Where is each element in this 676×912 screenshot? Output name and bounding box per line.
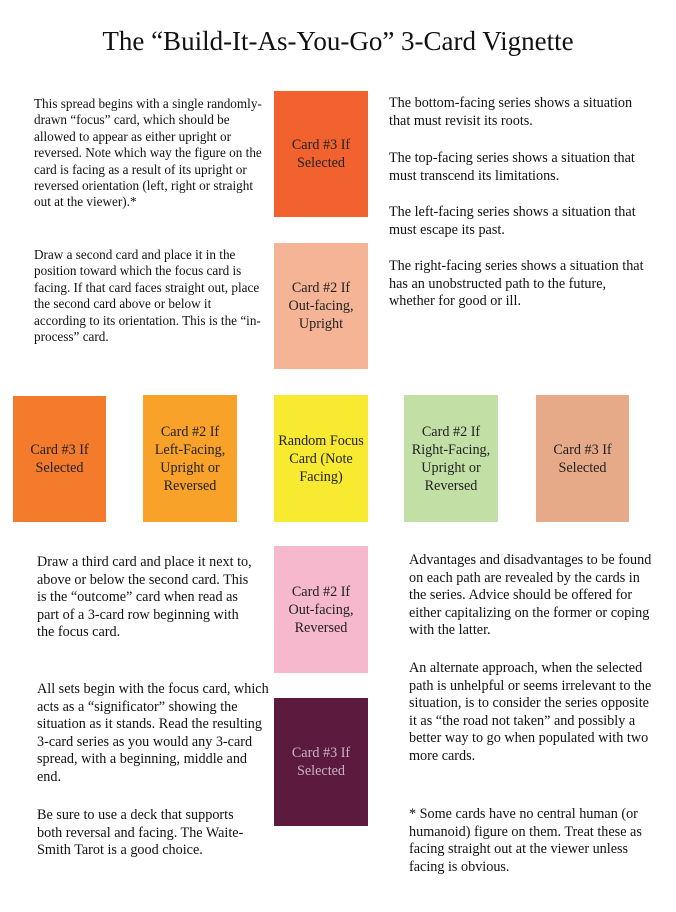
- card-left-inner: [143, 395, 237, 522]
- card-left-outer-label: Card #3 If Selected: [30, 442, 89, 476]
- card-right-outer: [536, 395, 629, 522]
- footnote-paragraph: * Some cards have no central human (or humanoid) figure on them. Treat these as facing straight out at the viewer unless facing is obvious.: [409, 806, 642, 875]
- intro-paragraph: This spread begins with a single randomly-drawn “focus” card, which should be allowed to appear as either upright or reversed. Note which way the figure on the card is facing as a result of its upright or reversed orientation (left, right or straight out at the viewer).*: [34, 96, 262, 210]
- significator-paragraph: All sets begin with the focus card, which acts as a “significator” showing the situation as it stands. Read the resulting 3-card series as you would any 3-card spread, with a beginning, middle and end.: [37, 681, 269, 785]
- third-card-paragraph: Draw a third card and place it next to, above or below the second card. This is the “outcome” card when read as part of a 3-card row beginning with the focus card.: [37, 554, 252, 641]
- left-facing-paragraph: The left-facing series shows a situation that must escape its past.: [389, 204, 636, 238]
- deck-advice-paragraph: Be sure to use a deck that supports both reversal and facing. The Waite-Smith Tarot is a good choice.: [37, 807, 244, 859]
- top-facing-paragraph: The top-facing series shows a situation that must transcend its limitations.: [389, 150, 635, 184]
- second-card-paragraph: Draw a second card and place it in the position toward which the focus card is facing. If that card faces straight out, place the second card above or below it according to its orientation. This is the “in-process” card.: [34, 247, 261, 345]
- page-title: The “Build-It-As-You-Go” 3-Card Vignette: [102, 26, 574, 56]
- bottom-facing-paragraph: The bottom-facing series shows a situation that must revisit its roots.: [389, 95, 633, 129]
- card-left-outer: [13, 396, 106, 522]
- card-focus-label: Random Focus Card (Note Facing): [278, 432, 364, 485]
- right-facing-paragraph: The right-facing series shows a situation that has an unobstructed path to the future, whether for good or ill.: [389, 258, 644, 310]
- card-left-inner-label: Card #2 If Left-Facing, Upright or Reversed: [154, 423, 226, 494]
- card-bottom-outer-label: Card #3 If Selected: [291, 745, 351, 779]
- advantages-paragraph: Advantages and disadvantages to be found on each path are revealed by the cards in the series. Advice should be offered for either capitalizing on the former or coping with the latter.: [409, 552, 652, 639]
- alternate-approach-paragraph: An alternate approach, when the selected path is unhelpful or seems irrelevant to the situation, is to consider the series opposite it as “the road not taken” and possibly a better way to go when populated with two more cards.: [409, 660, 652, 764]
- card-right-outer-label: Card #3 If Selected: [553, 441, 612, 476]
- card-top-outer: [274, 91, 368, 217]
- card-top-inner-label: Card #2 If Out-facing, Upright: [288, 280, 354, 332]
- card-top-inner: [274, 243, 368, 369]
- card-bottom-inner: [274, 546, 368, 673]
- card-top-outer-label: Card #3 If Selected: [291, 137, 351, 171]
- card-right-inner-label: Card #2 If Right-Facing, Upright or Reversed: [411, 423, 491, 494]
- card-focus: [274, 395, 368, 522]
- card-right-inner: [404, 395, 498, 522]
- card-bottom-inner-label: Card #2 If Out-facing, Reversed: [288, 583, 354, 636]
- card-bottom-outer: [274, 698, 368, 826]
